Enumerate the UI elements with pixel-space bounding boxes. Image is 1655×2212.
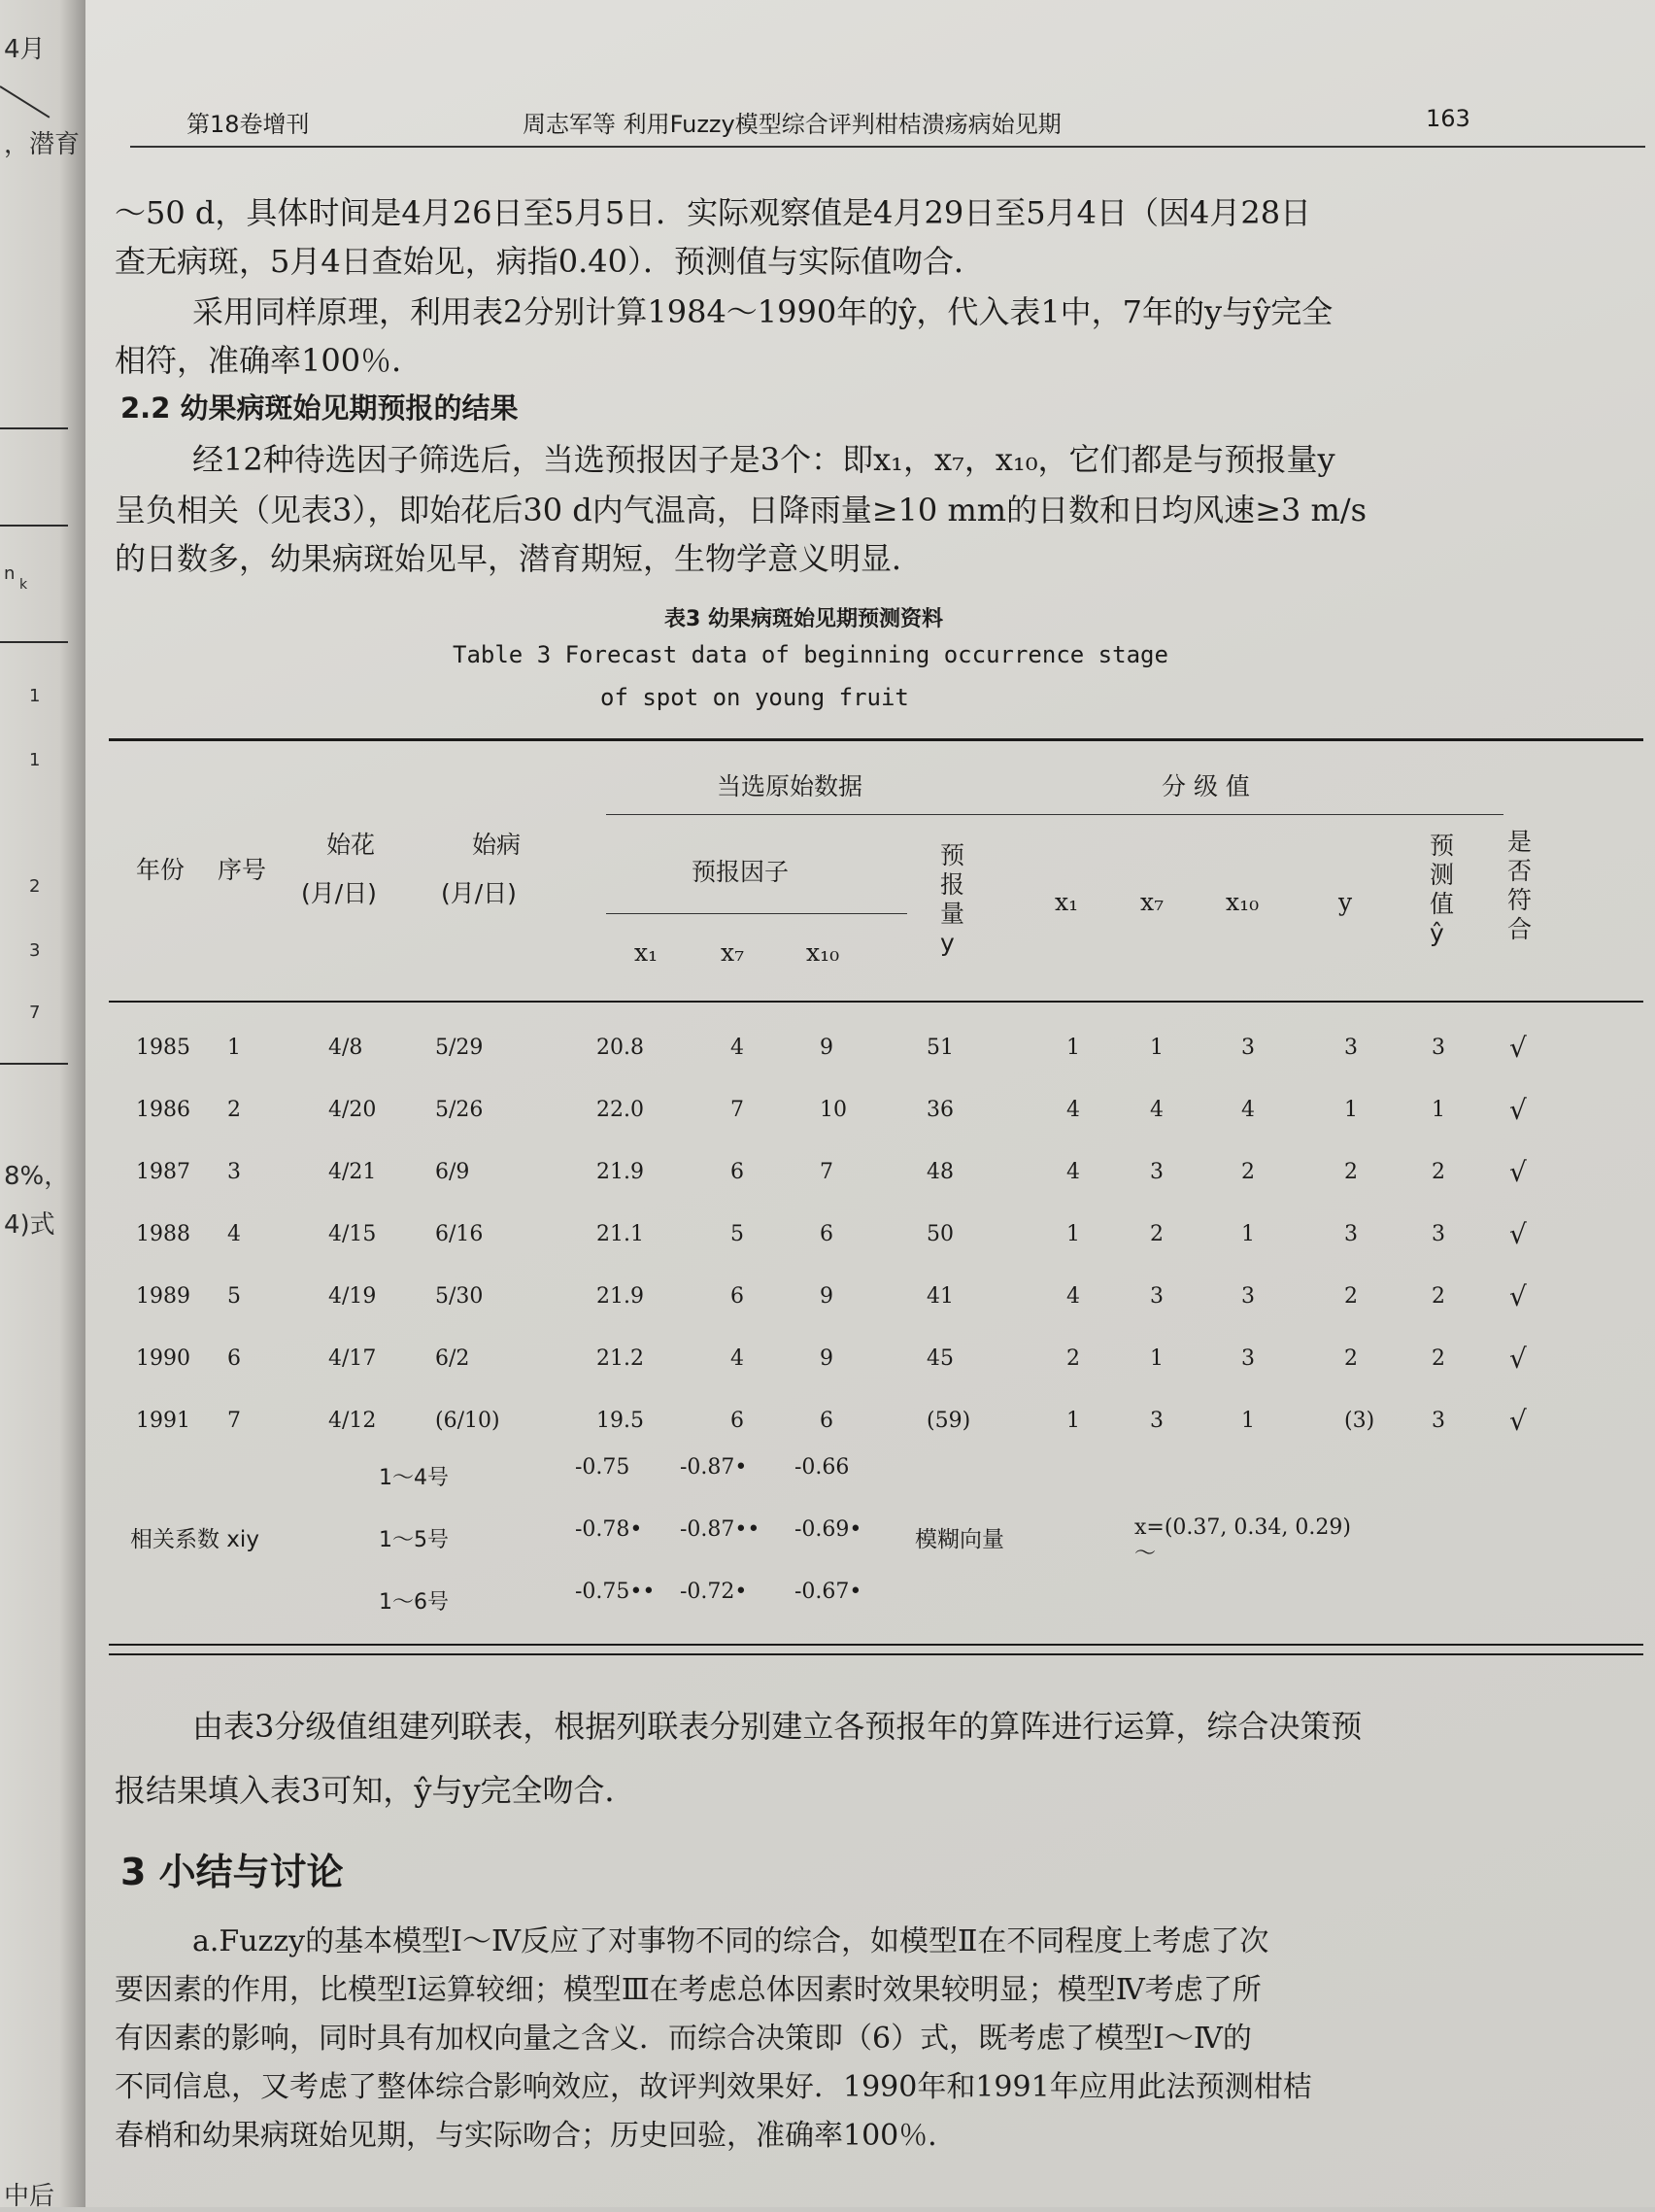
body-line: 不同信息，又考虑了整体综合影响效应，故评判效果好．1990年和1991年应用此法预测柑桔 — [115, 2070, 1312, 2104]
table-cell-gy: 2 — [1344, 1284, 1358, 1309]
corr-value-x7: -0.72• — [680, 1580, 748, 1604]
bleed-rule — [0, 85, 50, 118]
corr-value-x10: -0.69• — [794, 1517, 862, 1542]
header-rule — [130, 146, 1645, 148]
header-title: 周志军等 利用Fuzzy模型综合评判柑桔溃疡病始见期 — [523, 111, 1062, 138]
table-cell-match: √ — [1509, 1218, 1527, 1250]
body-line: 由表3分级值组建列联表，根据列联表分别建立各预报年的算阵进行运算，综合决策预 — [192, 1708, 1363, 1745]
table-cell-pred: 2 — [1432, 1160, 1445, 1184]
col-seq: 序号 — [218, 856, 267, 884]
table-cell-x10: 9 — [820, 1284, 833, 1309]
table-cell-x1: 21.1 — [596, 1222, 644, 1246]
section-heading-2-2: 2.2 幼果病斑始见期预报的结果 — [120, 391, 519, 425]
table-cell-x7: 4 — [730, 1346, 744, 1371]
table-cell-seq: 1 — [227, 1036, 241, 1060]
table-cell-flower: 4/21 — [328, 1160, 377, 1184]
table-cell-year: 1988 — [136, 1222, 190, 1246]
table-cell-x10: 9 — [820, 1346, 833, 1371]
bleed-text: 7 — [29, 1003, 41, 1023]
table-cell-x7: 5 — [730, 1222, 744, 1246]
table-cell-year: 1990 — [136, 1346, 190, 1371]
bleed-text: 1 — [29, 686, 41, 706]
col-x7: x₇ — [721, 938, 745, 967]
table-cell-year: 1986 — [136, 1098, 190, 1122]
table-cell-seq: 2 — [227, 1098, 241, 1122]
header-volume: 第18卷增刊 — [186, 111, 310, 138]
col-factors: 预报因子 — [692, 858, 790, 886]
col-year: 年份 — [136, 856, 186, 884]
adjacent-page-edge — [0, 0, 87, 2211]
col-x1: x₁ — [634, 938, 659, 967]
table-cell-match: √ — [1509, 1343, 1527, 1375]
table-cell-x7: 6 — [730, 1409, 744, 1433]
table-cell-y: 48 — [927, 1160, 954, 1184]
table-cell-gx10: 3 — [1241, 1036, 1255, 1060]
table-cell-y: (59) — [927, 1409, 971, 1433]
table-cell-x1: 21.9 — [596, 1284, 644, 1309]
col-prediction: 预测值ŷ — [1430, 832, 1455, 947]
corr-range: 1～5号 — [379, 1528, 449, 1552]
table-cell-match: √ — [1509, 1094, 1527, 1126]
table-cell-seq: 3 — [227, 1160, 241, 1184]
table-cell-gx7: 3 — [1150, 1160, 1164, 1184]
table-cell-match: √ — [1509, 1280, 1527, 1312]
corr-value-x1: -0.78• — [575, 1517, 643, 1542]
table-cell-x10: 7 — [820, 1160, 833, 1184]
corr-value-x1: -0.75•• — [575, 1580, 656, 1604]
table-cell-match: √ — [1509, 1405, 1527, 1437]
bleed-text: 4)式 — [4, 1210, 55, 1240]
table-cell-flower: 4/20 — [328, 1098, 377, 1122]
corr-range: 1～6号 — [379, 1590, 449, 1615]
table-cell-match: √ — [1509, 1032, 1527, 1064]
intro-line: 相符，准确率100％． — [115, 342, 423, 379]
table-cell-gy: 3 — [1344, 1222, 1358, 1246]
table-cell-gx7: 1 — [1150, 1346, 1164, 1371]
table-cell-y: 51 — [927, 1036, 954, 1060]
intro-line: 查无病斑，5月4日查始见，病指0.40）．预测值与实际值吻合． — [115, 243, 985, 280]
table-cell-gx7: 3 — [1150, 1284, 1164, 1309]
intro-line: ～50 d，具体时间是4月26日至5月5日．实际观察值是4月29日至5月4日（因4月28日 — [115, 194, 1312, 231]
bleed-rule — [0, 1063, 68, 1065]
table-cell-x1: 19.5 — [596, 1409, 644, 1433]
table-cell-disease: 6/9 — [435, 1160, 470, 1184]
table-cell-x10: 6 — [820, 1222, 833, 1246]
table-cell-pred: 2 — [1432, 1284, 1445, 1309]
bleed-text: 2 — [29, 876, 41, 897]
corr-value-x10: -0.67• — [794, 1580, 862, 1604]
table-cell-x7: 7 — [730, 1098, 744, 1122]
table-cell-gx1: 1 — [1066, 1222, 1080, 1246]
col-x10: x₁₀ — [806, 938, 840, 967]
table-cell-pred: 1 — [1432, 1098, 1445, 1122]
table-caption-cn: 表3 幼果病斑始见期预测资料 — [664, 607, 943, 631]
journal-page — [85, 0, 1655, 2207]
table-cell-disease: (6/10) — [435, 1409, 500, 1433]
table-cell-pred: 3 — [1432, 1222, 1445, 1246]
table-cell-gx10: 4 — [1241, 1098, 1255, 1122]
table-cell-gy: 2 — [1344, 1160, 1358, 1184]
table-bottom-rule — [109, 1644, 1643, 1646]
table-cell-gx10: 3 — [1241, 1346, 1255, 1371]
table-cell-x7: 4 — [730, 1036, 744, 1060]
section-heading-3: 3 小结与讨论 — [120, 1851, 344, 1893]
col-flower-unit: (月/日) — [301, 879, 377, 907]
body-line: 呈负相关（见表3），即始花后30 d内气温高，日降雨量≥10 mm的日数和日均风速≥3 m/s — [115, 492, 1368, 528]
table-cell-gx1: 4 — [1066, 1160, 1080, 1184]
col-match: 是否符合 — [1507, 828, 1533, 943]
table-cell-year: 1989 — [136, 1284, 190, 1309]
bleed-text: k — [19, 577, 28, 593]
table-cell-gx1: 4 — [1066, 1284, 1080, 1309]
bleed-text: 中后 — [4, 2182, 55, 2211]
group-underline — [1018, 814, 1503, 815]
corr-range: 1～4号 — [379, 1466, 449, 1490]
table-cell-flower: 4/15 — [328, 1222, 377, 1246]
table-cell-seq: 5 — [227, 1284, 241, 1309]
table-cell-y: 36 — [927, 1098, 954, 1122]
table-top-rule — [109, 738, 1643, 741]
bleed-rule — [0, 427, 68, 429]
table-cell-y: 45 — [927, 1346, 954, 1371]
table-cell-gx1: 2 — [1066, 1346, 1080, 1371]
group-underline — [606, 814, 1072, 815]
fuzzy-vector: x=(0.37, 0.34, 0.29) — [1134, 1515, 1351, 1540]
table-cell-gx10: 1 — [1241, 1409, 1255, 1433]
corr-value-x1: -0.75 — [575, 1455, 630, 1480]
bleed-rule — [0, 641, 68, 643]
table-cell-gx7: 2 — [1150, 1222, 1164, 1246]
bleed-rule — [0, 525, 68, 527]
table-cell-pred: 3 — [1432, 1036, 1445, 1060]
table-cell-seq: 6 — [227, 1346, 241, 1371]
table-cell-x7: 6 — [730, 1160, 744, 1184]
table-cell-x1: 21.9 — [596, 1160, 644, 1184]
table-cell-seq: 7 — [227, 1409, 241, 1433]
table-cell-flower: 4/17 — [328, 1346, 377, 1371]
table-cell-disease: 5/26 — [435, 1098, 484, 1122]
col-flower: 始花 — [326, 831, 376, 859]
table-cell-flower: 4/12 — [328, 1409, 377, 1433]
col-disease-unit: (月/日) — [441, 879, 517, 907]
corr-value-x10: -0.66 — [794, 1455, 850, 1480]
col-grade-x7: x₇ — [1140, 888, 1165, 916]
table-cell-gy: 1 — [1344, 1098, 1358, 1122]
bleed-text: 1 — [29, 750, 41, 770]
table-cell-x10: 9 — [820, 1036, 833, 1060]
table-cell-x1: 20.8 — [596, 1036, 644, 1060]
header-bottom-rule — [109, 1001, 1643, 1003]
table-cell-seq: 4 — [227, 1222, 241, 1246]
table-cell-gx1: 4 — [1066, 1098, 1080, 1122]
table-cell-year: 1985 — [136, 1036, 190, 1060]
table-cell-flower: 4/8 — [328, 1036, 363, 1060]
bleed-text: ，潜育 — [4, 130, 81, 159]
table-cell-gx7: 1 — [1150, 1036, 1164, 1060]
body-line: 春梢和幼果病斑始见期，与实际吻合；历史回验，准确率100％． — [115, 2119, 958, 2153]
body-line: 经12种待选因子筛选后，当选预报因子是3个：即x₁，x₇，x₁₀，它们都是与预报量y — [192, 441, 1335, 478]
bleed-text: 3 — [29, 940, 41, 961]
table-cell-gx1: 1 — [1066, 1036, 1080, 1060]
body-line: 有因素的影响，同时具有加权向量之含义．而综合决策即（6）式，既考虑了模型Ⅰ～Ⅳ的 — [115, 2022, 1252, 2056]
table-cell-gy: (3) — [1344, 1409, 1375, 1433]
body-line: 报结果填入表3可知，ŷ与y完全吻合． — [115, 1772, 636, 1809]
table-cell-gx10: 2 — [1241, 1160, 1255, 1184]
col-forecast-qty: 预报量y — [940, 841, 965, 957]
factors-underline — [606, 913, 907, 914]
table-cell-gy: 3 — [1344, 1036, 1358, 1060]
corr-value-x7: -0.87• — [680, 1455, 748, 1480]
bleed-text: n — [4, 563, 16, 584]
intro-line: 采用同样原理，利用表2分别计算1984～1990年的ŷ，代入表1中，7年的y与ŷ完全 — [192, 293, 1334, 330]
table-cell-x7: 6 — [730, 1284, 744, 1309]
table-cell-pred: 3 — [1432, 1409, 1445, 1433]
table-cell-x1: 21.2 — [596, 1346, 644, 1371]
table-cell-y: 41 — [927, 1284, 954, 1309]
corr-value-x7: -0.87•• — [680, 1517, 760, 1542]
table-cell-pred: 2 — [1432, 1346, 1445, 1371]
body-line: a.Fuzzy的基本模型Ⅰ～Ⅳ反应了对事物不同的综合，如模型Ⅱ在不同程度上考虑了次 — [192, 1924, 1269, 1958]
table-cell-year: 1987 — [136, 1160, 190, 1184]
table-cell-gx10: 3 — [1241, 1284, 1255, 1309]
table-cell-gx7: 4 — [1150, 1098, 1164, 1122]
fuzzy-label: 模糊向量 — [915, 1527, 1004, 1552]
col-grade-y: y — [1338, 888, 1353, 916]
tilde-mark: ～ — [1134, 1542, 1157, 1566]
body-line: 的日数多，幼果病斑始见早，潜育期短，生物学意义明显． — [115, 540, 924, 577]
table-cell-disease: 5/29 — [435, 1036, 484, 1060]
table-cell-x10: 10 — [820, 1098, 847, 1122]
table-caption-en: Table 3 Forecast data of beginning occurrence stage — [453, 641, 1168, 668]
table-cell-gy: 2 — [1344, 1346, 1358, 1371]
col-grade-x1: x₁ — [1055, 888, 1079, 916]
table-cell-flower: 4/19 — [328, 1284, 377, 1309]
header-page-number: 163 — [1426, 105, 1470, 132]
table-cell-x10: 6 — [820, 1409, 833, 1433]
table-cell-disease: 6/16 — [435, 1222, 484, 1246]
table-cell-disease: 5/30 — [435, 1284, 484, 1309]
table-cell-gx1: 1 — [1066, 1409, 1080, 1433]
bleed-text: 4月 — [4, 35, 46, 64]
table-cell-gx7: 3 — [1150, 1409, 1164, 1433]
table-cell-match: √ — [1509, 1156, 1527, 1188]
table-cell-disease: 6/2 — [435, 1346, 470, 1371]
col-grade-x10: x₁₀ — [1226, 888, 1260, 916]
table-cell-year: 1991 — [136, 1409, 190, 1433]
bleed-text: 8%， — [4, 1162, 70, 1191]
table-cell-y: 50 — [927, 1222, 954, 1246]
corr-label: 相关系数 xiy — [130, 1527, 259, 1552]
col-group-original: 当选原始数据 — [717, 772, 863, 800]
table-caption-en: of spot on young fruit — [600, 684, 909, 711]
col-group-grade: 分 级 值 — [1162, 772, 1250, 800]
table-cell-x1: 22.0 — [596, 1098, 644, 1122]
table-cell-gx10: 1 — [1241, 1222, 1255, 1246]
body-line: 要因素的作用，比模型Ⅰ运算较细；模型Ⅲ在考虑总体因素时效果较明显；模型Ⅳ考虑了所 — [115, 1973, 1262, 2007]
table-bottom-rule — [109, 1653, 1643, 1655]
col-disease: 始病 — [472, 831, 522, 859]
